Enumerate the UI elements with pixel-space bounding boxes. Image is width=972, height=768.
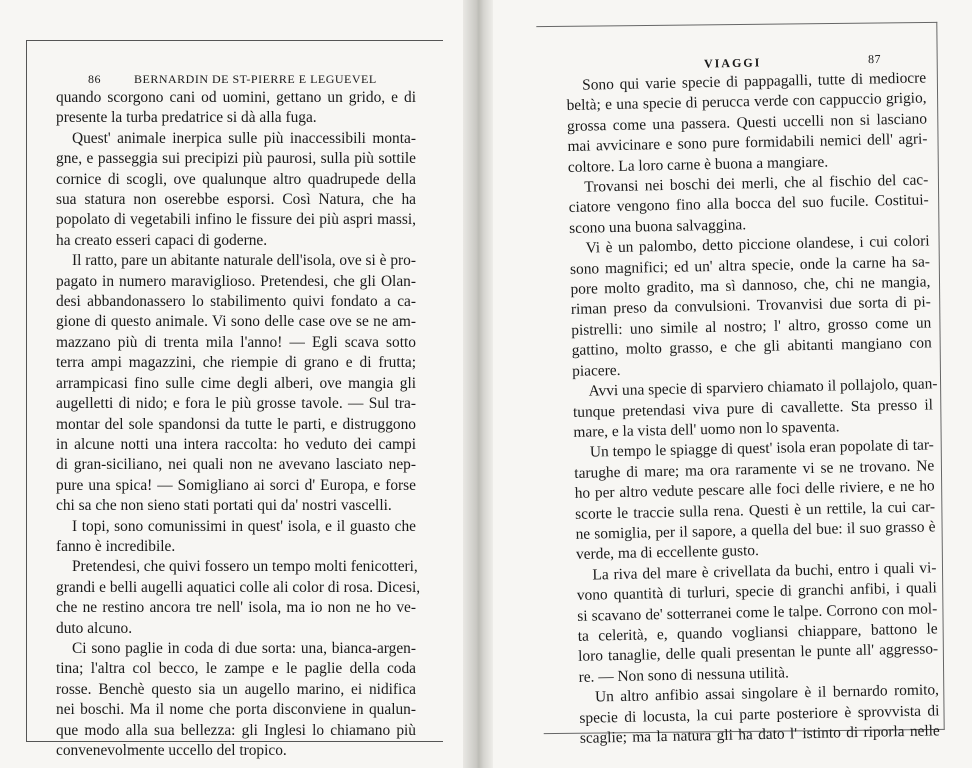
text-line: fanno è incredibile. <box>56 537 176 555</box>
text-line: rosse. Benchè questo sia un augello marino, ei nidifica <box>56 680 416 698</box>
text-line: cornice di scogli, ove qualunque altro quadrupede della <box>56 170 416 188</box>
text-line: duto alcuno. <box>56 619 133 637</box>
text-line: gione di questo animale. Vi sono delle case ove se ne am- <box>56 313 416 331</box>
text-line: mazzano più di trenta mila l'anno! — Egli scava sotto <box>56 333 416 351</box>
text-line: Ci sono paglie in coda di due sorta: una, bianca-argen- <box>72 639 416 657</box>
text-line: tarughe di mare; ma ora raramente vi se ne trovano. Ne <box>574 457 935 482</box>
text-line: re. — Non sono di nessuna utilità. <box>578 664 790 686</box>
text-line: riman preso da convulsioni. Trovanvisi due sorta di pi- <box>570 293 931 319</box>
text-line: ta celerità, e, quando vogliansi chiappare, battono le <box>577 620 938 645</box>
text-line: terra ampi magazzini, che riempie di grano e di frutta; <box>56 354 416 372</box>
text-line: vono quantità di turluri, specie di granchi anfibi, i quali <box>576 579 937 605</box>
right-page-body <box>566 68 940 749</box>
text-line: convenevolmente uccello del tropico. <box>56 742 287 759</box>
text-line: grossa come una passera. Questi uccelli non si lasciano <box>566 110 928 135</box>
text-line: arrampicasi fino sulle cime degli alberi, ove mangia gli <box>56 374 416 392</box>
book-gutter <box>463 0 493 768</box>
text-line: mare, e la vista dell' uomo non lo spaventa. <box>573 418 840 441</box>
text-line: specie di locusta, la cui parte posteriore è sprovvista di <box>579 701 940 727</box>
right-running-head: VIAGGI <box>703 55 762 71</box>
text-line: in alcune notti una intera raccolta: ho veduto dei campi <box>56 435 416 453</box>
text-line: sono magnifici; ed un' altra specie, onde la carne ha sa- <box>569 253 931 278</box>
text-line: pure una spica! — Somigliano ai sorci d' Europa, e forse <box>56 476 416 494</box>
left-page-body <box>56 88 421 761</box>
text-line: di gran-siciliano, nei quali non ne avevano lasciato nep- <box>56 456 416 474</box>
text-line: Un altro anfibio assai singolare è il bernardo romito, <box>594 681 940 706</box>
text-line: chi sa che non sieno stati portati qui da' nostri vascelli. <box>56 497 392 515</box>
text-line: Un tempo le spiagge di quest' isola eran popolate di tar- <box>589 436 934 461</box>
text-line: augelletti di nido; e fora le più grosse tavole. — Sul tra- <box>56 395 416 413</box>
text-line: Avvi una specie di sparviero chiamato il pollajolo, quan- <box>588 375 938 400</box>
text-line: scaglie; ma la natura gli ha dato l' istinto di riporla nelle <box>579 722 940 747</box>
text-line: Vi è un palombo, detto piccione olandese, i cui colori <box>585 232 930 257</box>
text-line: ne somiglia, per il sapore, a quella del bue: il suo grasso è <box>575 518 936 543</box>
right-page-number: 87 <box>867 51 882 67</box>
text-line: loro tanaglie, delle quali presentan le punte all' aggresso- <box>577 640 939 666</box>
text-line: sua statura non oserebbe esporsi. Così Natura, che ha <box>56 191 416 209</box>
text-line: montar del sole spandonsi da tutte le parti, e distruggono <box>56 415 416 433</box>
text-line: La riva del mare è crivellata da buchi, entro i quali vi- <box>592 559 937 584</box>
text-line: mai avvicinare e sono pure formidabili nemici dell' agri- <box>567 130 928 156</box>
left-page-number: 86 <box>88 72 101 86</box>
text-line: si scavano de' sotterranei come le talpe. Corrono con mol- <box>577 599 938 625</box>
text-line: quando scorgono cani od uomini, gettano un grido, e di <box>56 89 416 106</box>
text-line: piacere. <box>572 361 621 380</box>
text-line: Pretendesi, che quivi fossero un tempo molti fenicotteri, <box>72 558 418 576</box>
text-line: verde, ma di eccellente gusto. <box>575 542 760 564</box>
text-line: pistrelli: uno simile al nostro; l' altro, grosso come un <box>571 314 932 339</box>
text-line: Sono qui varie specie di pappagalli, tutte di mediocre <box>582 69 927 94</box>
text-line: scono una buona salvaggina. <box>569 216 747 237</box>
text-line: gattino, molto grasso, e che gli abitanti mangiano con <box>571 334 932 360</box>
text-line: pagato in numero maraviglioso. Pretendesi, che gli Olan- <box>56 272 416 290</box>
text-line: ha creato esseri capaci di goderne. <box>56 231 268 249</box>
text-line: che ne restino ancora tre nell' isola, ma io non ne ho ve- <box>56 599 416 617</box>
text-line: nei boschi. Ma il nome che porta disconviene in qualun- <box>56 701 416 719</box>
text-line: Quest' animale inerpica sulle più inaccessibili monta- <box>72 129 416 147</box>
text-line: tina; l'altra col becco, le zampe e le paglie della coda <box>56 660 416 678</box>
text-line: popolato di vegetabili infino le fissure dei più aspri massi, <box>56 211 416 229</box>
text-line: Il ratto, pare un abitante naturale dell'isola, ove si è pro- <box>72 252 416 270</box>
text-line: tunque pretendasi viva pure di cavallette. Sta presso il <box>572 395 934 421</box>
text-line: coltore. La loro carne è buona a mangiare. <box>567 153 829 176</box>
text-line: desi abbandonassero lo stabilimento quivi fondato a ca- <box>56 293 416 311</box>
text-line: presente la turba predatrice si dà alla fuga. <box>56 109 317 127</box>
text-line: scorte le traccie sulla rena. Questi è un rettile, la cui car- <box>574 497 936 523</box>
text-line: gne, e passeggia sui precipizi più paurosi, sulla più sottile <box>56 150 416 168</box>
left-running-head: BERNARDIN DE ST-PIERRE E LEGUEVEL <box>134 72 377 86</box>
text-line: grandi e belli augelli aquatici colle ali color di rosa. Dicesi, <box>56 578 421 596</box>
text-line: pore molto gradito, ma sì dannoso, che, chi ne mangia, <box>570 273 931 299</box>
text-line: beltà; e una specie di perucca verde con cappuccio grigio, <box>566 89 927 115</box>
text-line: Trovansi nei boschi dei merli, che al fischio del cac- <box>584 171 929 196</box>
text-line: que modo alla sua bellezza: gli Inglesi lo chiamano più <box>56 721 416 739</box>
text-line: I topi, sono comunissimi in quest' isola, e il guasto che <box>72 517 416 535</box>
text-line: ho per altro vedute pescare alle foci delle riviere, e ne ho <box>574 477 935 503</box>
text-line: ciatore vengono fino alla bocca del suo fucile. Costitui- <box>568 191 929 217</box>
